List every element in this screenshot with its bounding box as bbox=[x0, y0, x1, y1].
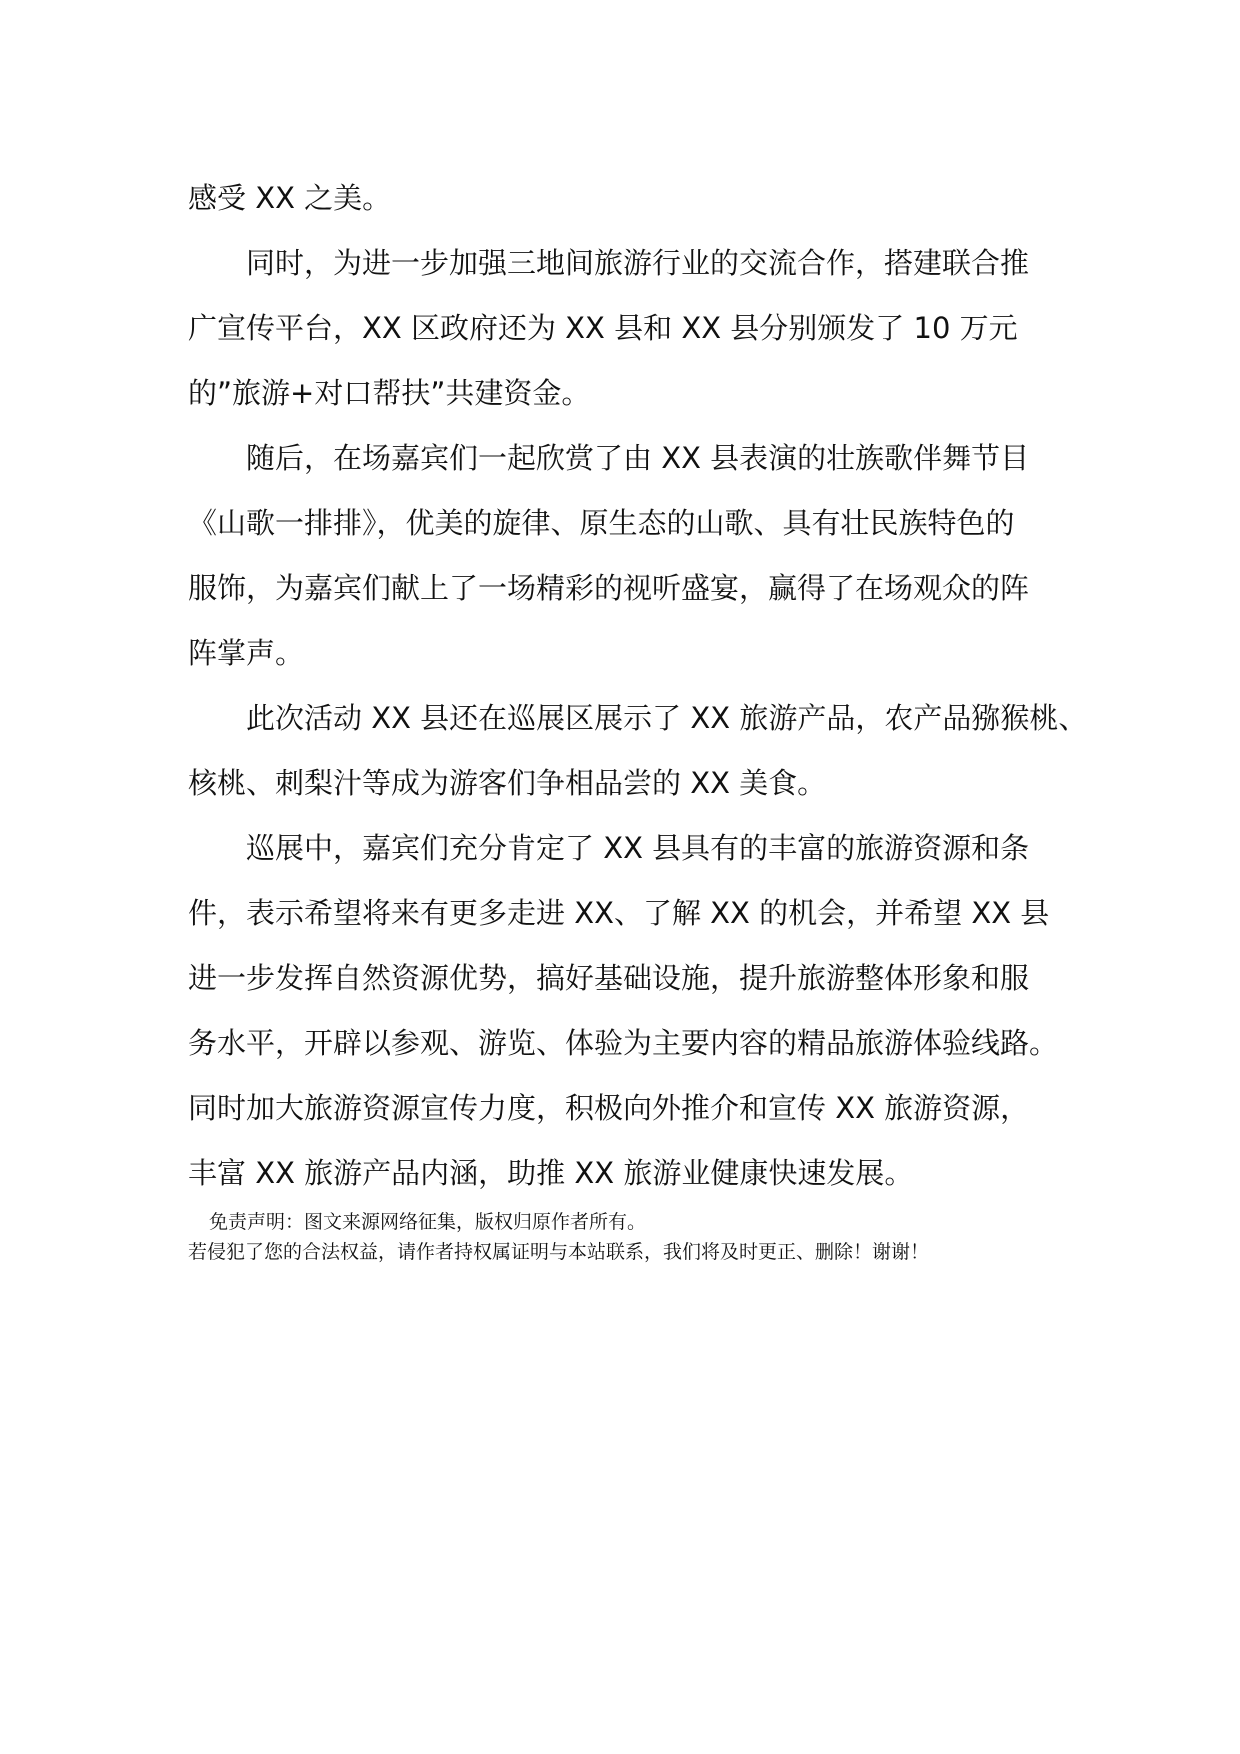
paragraph-3-line-1: 随后，在场嘉宾们一起欣赏了由 XX 县表演的壮族歌伴舞节目 bbox=[246, 441, 1030, 475]
paragraph-3-line-2: 《山歌一排排》，优美的旋律、原生态的山歌、具有壮民族特色的 bbox=[188, 506, 1015, 540]
paragraph-2-line-2: 广宣传平台，XX 区政府还为 XX 县和 XX 县分别颁发了 10 万元 bbox=[188, 311, 1018, 345]
paragraph-5-line-5: 同时加大旅游资源宣传力度，积极向外推介和宣传 XX 旅游资源， bbox=[188, 1091, 1030, 1125]
paragraph-5-line-2: 件，表示希望将来有更多走进 XX、了解 XX 的机会，并希望 XX 县 bbox=[188, 896, 1050, 930]
paragraph-5-line-3: 进一步发挥自然资源优势，搞好基础设施，提升旅游整体形象和服 bbox=[188, 961, 1030, 995]
disclaimer-line-1: 免责声明：图文来源网络征集，版权归原作者所有。 bbox=[209, 1211, 647, 1233]
paragraph-5-line-4: 务水平，开辟以参观、游览、体验为主要内容的精品旅游体验线路。 bbox=[188, 1026, 1059, 1060]
paragraph-2-line-3: 的”旅游+对口帮扶”共建资金。 bbox=[188, 376, 591, 410]
paragraph-5-line-1: 巡展中，嘉宾们充分肯定了 XX 县具有的丰富的旅游资源和条 bbox=[246, 831, 1030, 865]
disclaimer bbox=[188, 1207, 1088, 1267]
paragraph-5-line-6: 丰富 XX 旅游产品内涵，助推 XX 旅游业健康快速发展。 bbox=[188, 1156, 914, 1190]
paragraph-2-line-1: 同时，为进一步加强三地间旅游行业的交流合作，搭建联合推 bbox=[246, 246, 1030, 280]
paragraph-3-line-3: 服饰，为嘉宾们献上了一场精彩的视听盛宴，赢得了在场观众的阵 bbox=[188, 571, 1030, 605]
article-body bbox=[188, 166, 1088, 1206]
paragraph-4-line-2: 核桃、刺梨汁等成为游客们争相品尝的 XX 美食。 bbox=[188, 766, 827, 800]
paragraph-3-line-4: 阵掌声。 bbox=[188, 636, 305, 670]
disclaimer-line-2: 若侵犯了您的合法权益，请作者持权属证明与本站联系，我们将及时更正、删除！谢谢！ bbox=[188, 1241, 930, 1263]
paragraph-4-line-1: 此次活动 XX 县还在巡展区展示了 XX 旅游产品，农产品猕猴桃、 bbox=[246, 701, 1088, 735]
paragraph-1-line-1: 感受 XX 之美。 bbox=[188, 181, 392, 215]
